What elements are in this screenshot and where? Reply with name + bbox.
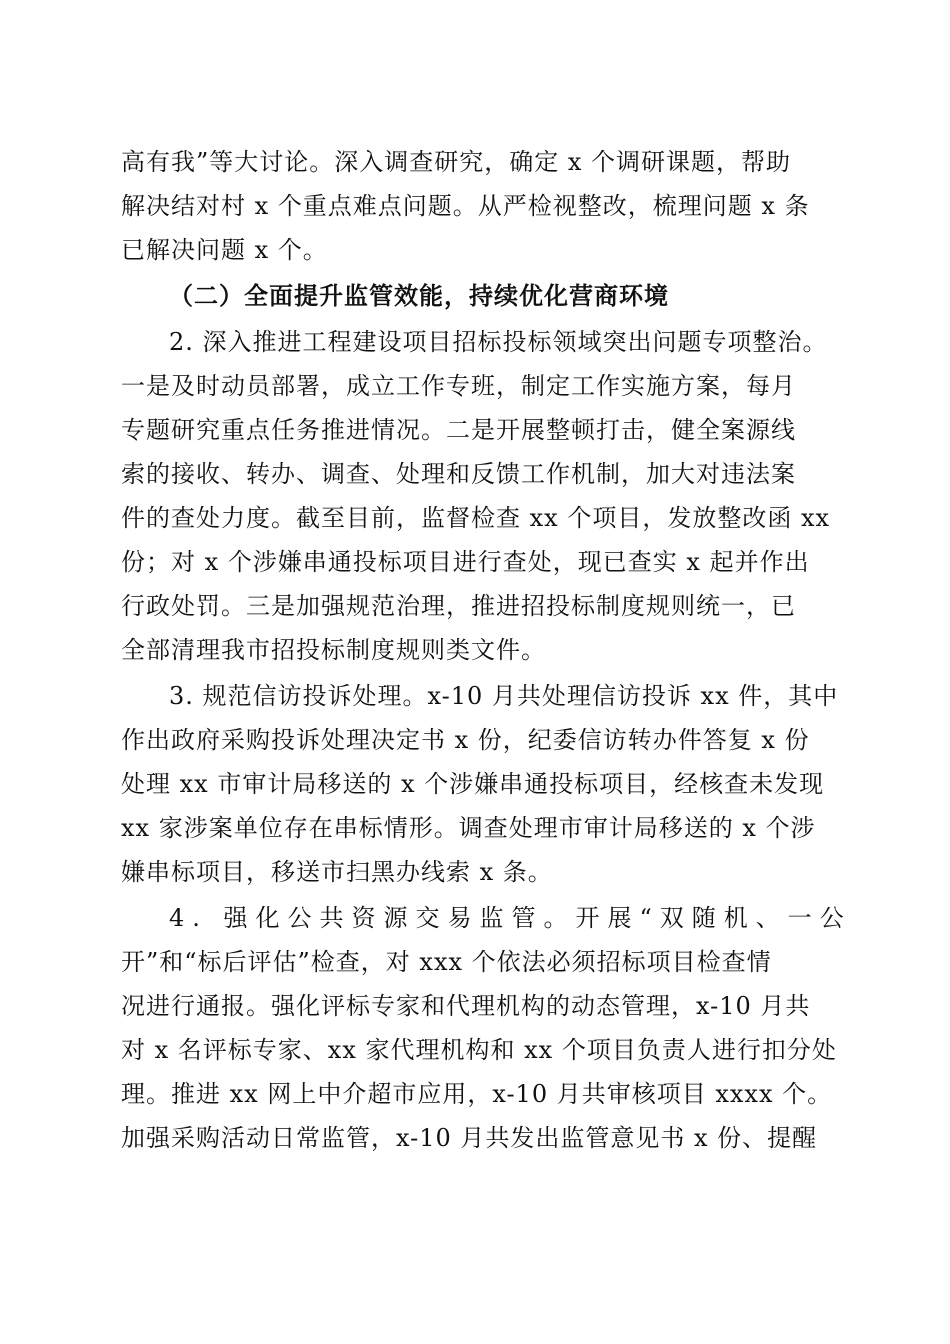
text-line: 已解决问题 x 个。: [121, 236, 328, 264]
text-line: 份；对 x 个涉嫌串通投标项目进行查处，现已查实 x 起并作出: [121, 548, 810, 576]
paragraph-start: 3. 规范信访投诉处理。x-10 月共处理信访投诉 xx 件，其中: [169, 682, 839, 710]
text-line: 开”和“标后评估”检查，对 xxx 个依法必须招标项目检查情: [121, 948, 772, 976]
text-line: 件的查处力度。截至目前，监督检查 xx 个项目，发放整改函 xx: [121, 504, 831, 532]
paragraph-start: 4. 强化公共资源交易监管。开展“双随机、一公: [169, 904, 852, 932]
text-line: 专题研究重点任务推进情况。二是开展整顿打击，健全案源线: [121, 416, 796, 444]
text-line: 一是及时动员部署，成立工作专班，制定工作实施方案，每月: [121, 372, 796, 400]
section-heading: （二）全面提升监管效能，持续优化营商环境: [169, 282, 669, 310]
text-line: 行政处罚。三是加强规范治理，推进招投标制度规则统一，已: [121, 592, 796, 620]
text-line: xx 家涉案单位存在串标情形。调查处理市审计局移送的 x 个涉: [121, 814, 816, 842]
text-line: 高有我”等大讨论。深入调查研究，确定 x 个调研课题，帮助: [121, 148, 792, 176]
paragraph-start: 2. 深入推进工程建设项目招标投标领域突出问题专项整治。: [169, 328, 828, 356]
text-line: 作出政府采购投诉处理决定书 x 份，纪委信访转办件答复 x 份: [121, 726, 810, 754]
text-line: 处理 xx 市审计局移送的 x 个涉嫌串通投标项目，经核查未发现: [121, 770, 825, 798]
text-line: 索的接收、转办、调查、处理和反馈工作机制，加大对违法案: [121, 460, 796, 488]
text-line: 嫌串标项目，移送市扫黑办线索 x 条。: [121, 858, 553, 886]
text-line: 全部清理我市招投标制度规则类文件。: [121, 636, 546, 664]
text-line: 理。推进 xx 网上中介超市应用，x-10 月共审核项目 xxxx 个。: [121, 1080, 833, 1108]
text-line: 加强采购活动日常监管，x-10 月共发出监管意见书 x 份、提醒: [121, 1124, 818, 1152]
text-line: 解决结对村 x 个重点难点问题。从严检视整改，梳理问题 x 条: [121, 192, 810, 220]
text-line: 对 x 名评标专家、xx 家代理机构和 xx 个项目负责人进行扣分处: [121, 1036, 837, 1064]
text-line: 况进行通报。强化评标专家和代理机构的动态管理，x-10 月共: [121, 992, 811, 1020]
